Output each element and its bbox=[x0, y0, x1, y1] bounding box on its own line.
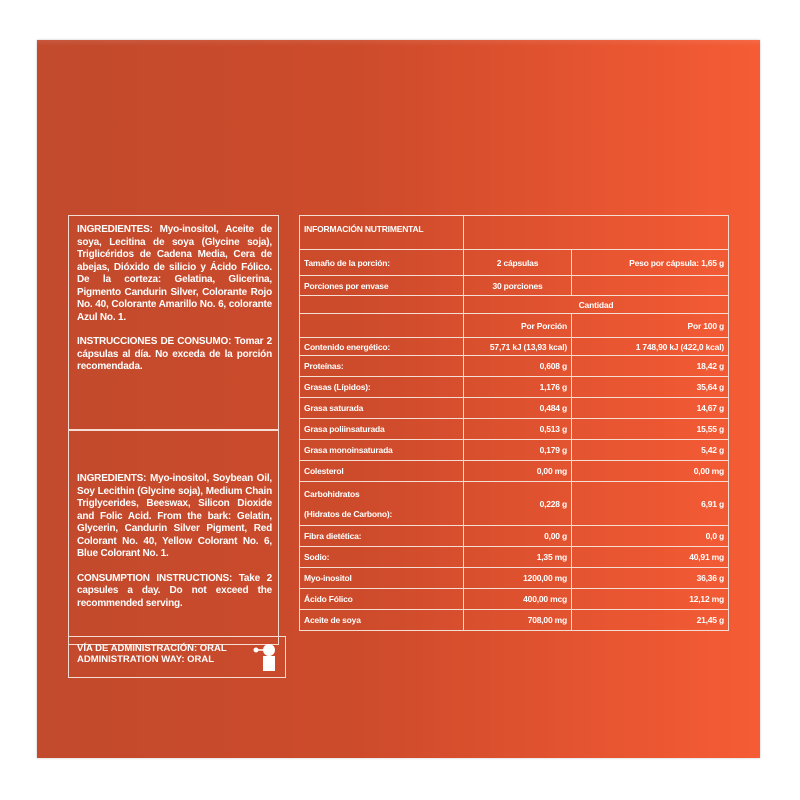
serving-label: Tamaño de la porción: bbox=[300, 250, 464, 276]
servings-blank bbox=[572, 276, 729, 296]
ingredients-heading-en: INGREDIENTS: bbox=[77, 473, 147, 484]
nutrient-name: Fibra dietética: bbox=[300, 526, 464, 547]
spanish-ingredients-box bbox=[68, 215, 279, 430]
table-row bbox=[300, 610, 729, 631]
per-serving-value: 1200,00 mg bbox=[464, 568, 572, 589]
per-serving-value: 0,179 g bbox=[464, 440, 572, 461]
person-taking-pill-icon bbox=[249, 641, 279, 673]
route-es: VÍA DE ADMINISTRACIÓN: ORAL bbox=[77, 643, 227, 654]
per-100-value: 40,91 mg bbox=[572, 547, 729, 568]
serving-value: 2 cápsulas bbox=[464, 250, 572, 276]
nutrient-name: Grasas (Lípidos): bbox=[300, 377, 464, 398]
per-serving-value: 0,228 g bbox=[464, 482, 572, 526]
nutrition-facts-table bbox=[299, 215, 728, 628]
english-ingredients bbox=[77, 473, 272, 561]
per-serving-value: 0,00 g bbox=[464, 526, 572, 547]
nutrient-name: Grasa poliinsaturada bbox=[300, 419, 464, 440]
per-100-value: 35,64 g bbox=[572, 377, 729, 398]
capsule-weight: Peso por cápsula: 1,65 g bbox=[572, 250, 729, 276]
per-100-value: 18,42 g bbox=[572, 356, 729, 377]
table-row bbox=[300, 338, 729, 356]
carbs-label-line-1: Carbohidratos bbox=[304, 488, 360, 499]
english-ingredients-box bbox=[68, 430, 279, 645]
per-100-value: 0,00 mg bbox=[572, 461, 729, 482]
table-row bbox=[300, 589, 729, 610]
per-serving-value: 57,71 kJ (13,93 kcal) bbox=[464, 338, 572, 356]
per-serving-value: 1,176 g bbox=[464, 377, 572, 398]
table-row bbox=[300, 356, 729, 377]
instructions-heading-es: INSTRUCCIONES DE CONSUMO: bbox=[77, 336, 232, 347]
administration-route-box bbox=[68, 636, 286, 678]
per-serving-value: 0,608 g bbox=[464, 356, 572, 377]
per-serving-value: 1,35 mg bbox=[464, 547, 572, 568]
table-row bbox=[300, 461, 729, 482]
ingredients-text-es: Myo-inositol, Aceite de soya, Lecitina de soya (Glycine soja), Triglicéridos de Cadena Media, Cera de abejas, Dióxido de silicio y Ácido Fólico. De la corteza: Gelatina, Glicerina, Pigmento Candurin Silver, Colorante Rojo No. 40, Colorante Amarillo No. 6, colorante Azul No. 1. bbox=[77, 224, 272, 323]
table-row bbox=[300, 377, 729, 398]
nutrition-title: INFORMACIÓN NUTRIMENTAL bbox=[300, 216, 464, 250]
per-serving-value: 708,00 mg bbox=[464, 610, 572, 631]
table-row bbox=[300, 547, 729, 568]
per-serving-value: 0,513 g bbox=[464, 419, 572, 440]
servings-value: 30 porciones bbox=[464, 276, 572, 296]
product-box-back-panel bbox=[37, 40, 760, 758]
route-en: ADMINISTRATION WAY: ORAL bbox=[77, 654, 215, 665]
nutrient-name: Grasa saturada bbox=[300, 398, 464, 419]
spanish-ingredients bbox=[77, 224, 272, 324]
spanish-instructions bbox=[77, 336, 272, 374]
per-serving-value: 400,00 mcg bbox=[464, 589, 572, 610]
nutrient-name: Myo-inositol bbox=[300, 568, 464, 589]
per-serving-value: 0,484 g bbox=[464, 398, 572, 419]
servings-label: Porciones por envase bbox=[300, 276, 464, 296]
nutrient-name: Sodio: bbox=[300, 547, 464, 568]
per-100-value: 14,67 g bbox=[572, 398, 729, 419]
per-100-value: 15,55 g bbox=[572, 419, 729, 440]
table-row bbox=[300, 440, 729, 461]
nutrient-name: Grasa monoinsaturada bbox=[300, 440, 464, 461]
nutrient-name: Colesterol bbox=[300, 461, 464, 482]
per-serving-value: 0,00 mg bbox=[464, 461, 572, 482]
carbs-label bbox=[300, 482, 464, 526]
table-row bbox=[300, 398, 729, 419]
table-row bbox=[300, 526, 729, 547]
per-100-value: 0,0 g bbox=[572, 526, 729, 547]
table-row bbox=[300, 482, 729, 526]
per-100-value: 6,91 g bbox=[572, 482, 729, 526]
nutrient-name: Ácido Fólico bbox=[300, 589, 464, 610]
per-100-value: 5,42 g bbox=[572, 440, 729, 461]
nutrient-name: Aceite de soya bbox=[300, 610, 464, 631]
per-header-blank bbox=[300, 314, 464, 338]
title-blank-cell bbox=[464, 216, 729, 250]
instructions-heading-en: CONSUMPTION INSTRUCTIONS: bbox=[77, 572, 233, 584]
instructions-text-es: Tomar 2 cápsulas al día. No exceda de la porción recomendada. bbox=[77, 336, 272, 372]
table-row bbox=[300, 568, 729, 589]
per-100-value: 21,45 g bbox=[572, 610, 729, 631]
quantity-blank bbox=[300, 296, 464, 314]
table-row bbox=[300, 419, 729, 440]
per-100-value: 36,36 g bbox=[572, 568, 729, 589]
per-100-value: 12,12 mg bbox=[572, 589, 729, 610]
nutrient-name: Proteínas: bbox=[300, 356, 464, 377]
instructions-text-en: Take 2 capsules a day. Do not exceed the recommended serving. bbox=[77, 572, 272, 609]
per-100-header: Por 100 g bbox=[572, 314, 729, 338]
english-instructions bbox=[77, 573, 272, 611]
per-serving-header: Por Porción bbox=[464, 314, 572, 338]
quantity-header: Cantidad bbox=[464, 296, 729, 314]
per-100-value: 1 748,90 kJ (422,0 kcal) bbox=[572, 338, 729, 356]
carbs-label-line-2: (Hidratos de Carbono): bbox=[304, 508, 393, 519]
ingredients-text-en: Myo-inositol, Soybean Oil, Soy Lecithin (Glycine soja), Medium Chain Triglycerides, Beeswax, Silicon Dioxide and Folic Acid. From the bark: Gelatin, Glycerin, Candurin Silver Pigment, Red Colorant No. 40, Yellow Colorant No. 6, Blue Colorant No. 1. bbox=[77, 473, 272, 559]
ingredients-heading-es: INGREDIENTES: bbox=[77, 224, 153, 235]
nutrient-name: Contenido energético: bbox=[300, 338, 464, 356]
